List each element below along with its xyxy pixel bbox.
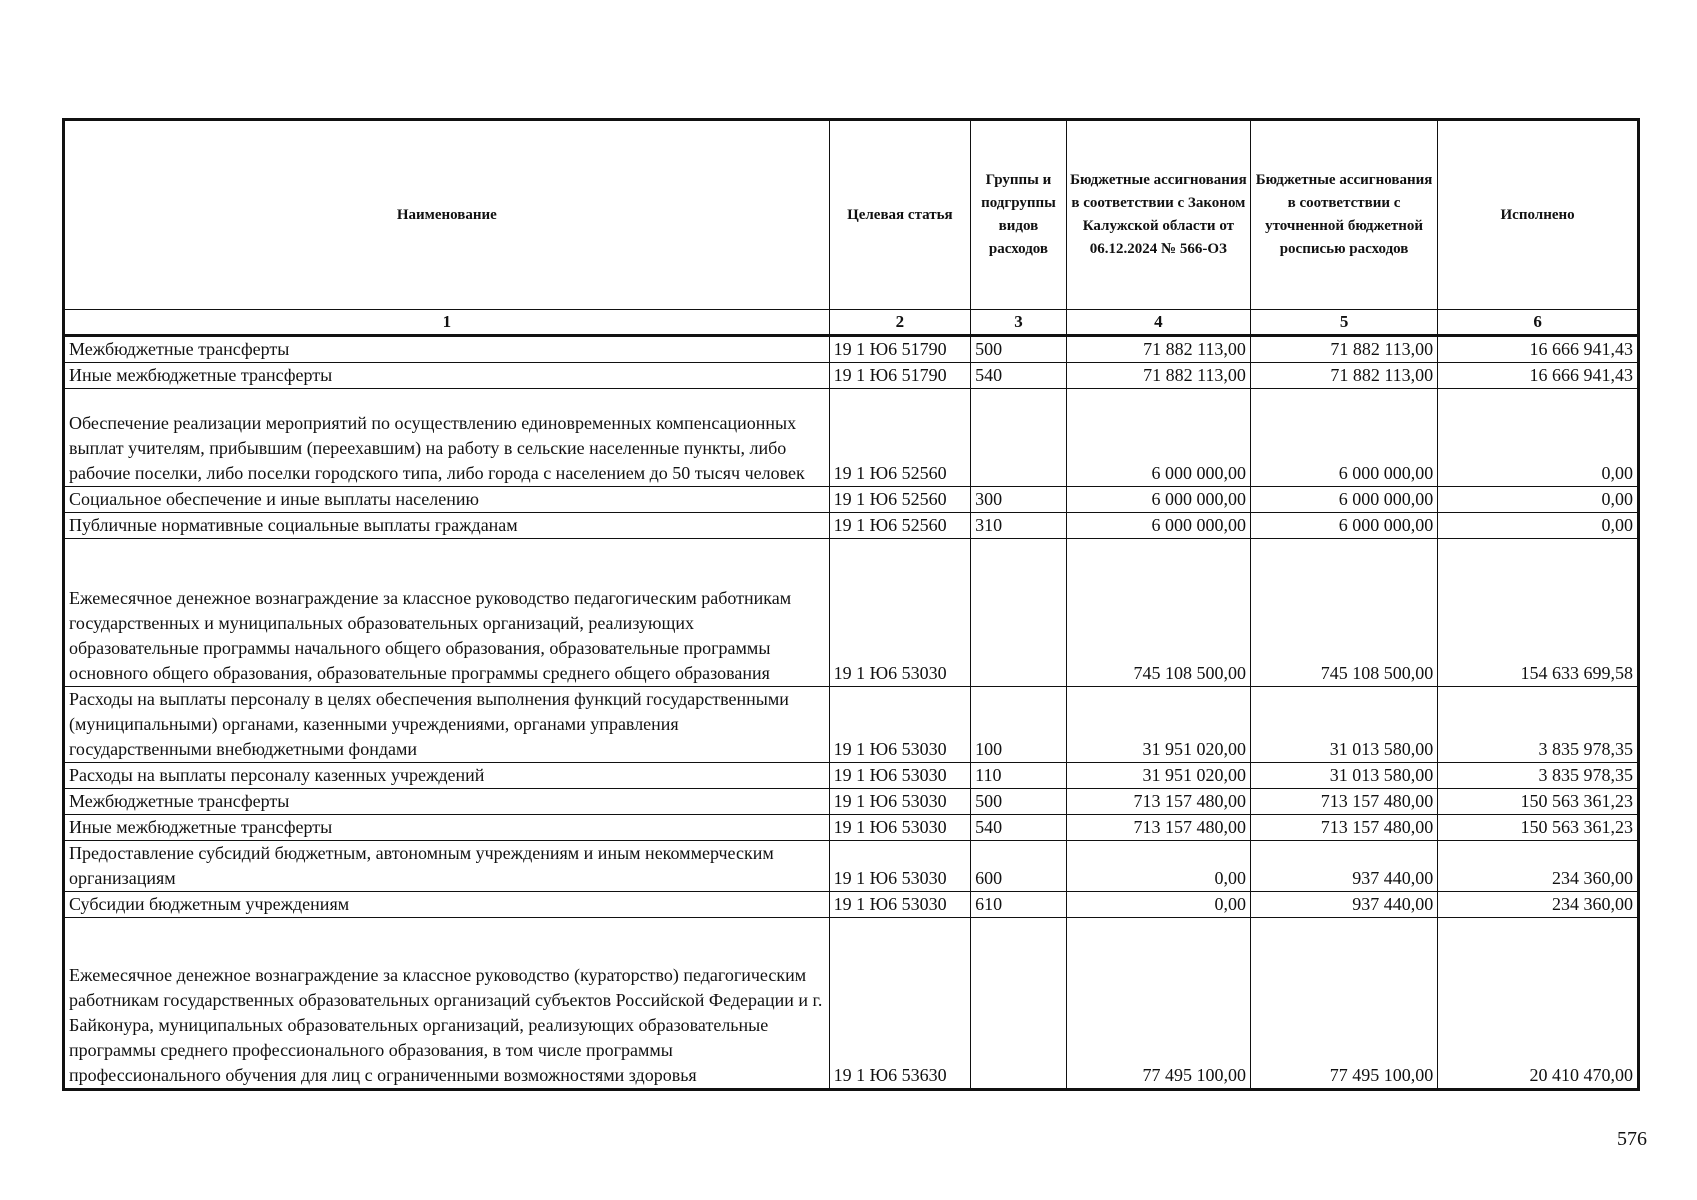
row-name-cell: Ежемесячное денежное вознаграждение за классное руководство педагогическим работникам государственных и муниципальных образовательных организаций, реализующих образовательные программы начального общего образования, образовательные программы основного общего образования, образовательные программы среднего общего образования — [64, 539, 830, 687]
row-law-cell: 0,00 — [1066, 841, 1250, 892]
row-law-cell: 77 495 100,00 — [1066, 918, 1250, 1090]
row-refined-cell: 6 000 000,00 — [1250, 389, 1437, 487]
page-number: 576 — [1617, 1128, 1647, 1150]
table-row — [64, 539, 1639, 687]
row-refined-cell: 937 440,00 — [1250, 841, 1437, 892]
row-code-cell: 19 1 Ю6 53030 — [829, 815, 970, 841]
header-name: Наименование — [64, 120, 830, 310]
table-row — [64, 763, 1639, 789]
row-refined-cell: 937 440,00 — [1250, 892, 1437, 918]
row-executed-cell: 234 360,00 — [1438, 892, 1639, 918]
budget-table — [62, 118, 1640, 1091]
row-code-cell: 19 1 Ю6 53030 — [829, 763, 970, 789]
table-row — [64, 841, 1639, 892]
row-code-cell: 19 1 Ю6 53030 — [829, 841, 970, 892]
row-executed-cell: 0,00 — [1438, 513, 1639, 539]
row-code-cell: 19 1 Ю6 53030 — [829, 892, 970, 918]
column-number-row — [64, 310, 1639, 336]
header-row — [64, 120, 1639, 310]
row-name-cell: Предоставление субсидий бюджетным, автономным учреждениям и иным некоммерческим организациям — [64, 841, 830, 892]
row-executed-cell: 20 410 470,00 — [1438, 918, 1639, 1090]
column-number: 1 — [64, 310, 830, 336]
row-code-cell: 19 1 Ю6 52560 — [829, 389, 970, 487]
table-row — [64, 389, 1639, 487]
row-name-cell: Иные межбюджетные трансферты — [64, 363, 830, 389]
column-number: 4 — [1066, 310, 1250, 336]
row-code-cell: 19 1 Ю6 51790 — [829, 363, 970, 389]
table-row — [64, 918, 1639, 1090]
row-refined-cell: 713 157 480,00 — [1250, 815, 1437, 841]
row-executed-cell: 150 563 361,23 — [1438, 789, 1639, 815]
row-code-cell: 19 1 Ю6 53630 — [829, 918, 970, 1090]
row-code-cell: 19 1 Ю6 53030 — [829, 789, 970, 815]
row-group-cell: 100 — [971, 687, 1067, 763]
row-law-cell: 6 000 000,00 — [1066, 513, 1250, 539]
table-row — [64, 487, 1639, 513]
row-executed-cell: 154 633 699,58 — [1438, 539, 1639, 687]
row-executed-cell: 3 835 978,35 — [1438, 763, 1639, 789]
row-group-cell — [971, 539, 1067, 687]
row-code-cell: 19 1 Ю6 53030 — [829, 539, 970, 687]
row-name-cell: Расходы на выплаты персоналу казенных учреждений — [64, 763, 830, 789]
row-executed-cell: 0,00 — [1438, 389, 1639, 487]
row-code-cell: 19 1 Ю6 52560 — [829, 513, 970, 539]
row-group-cell — [971, 389, 1067, 487]
row-law-cell: 31 951 020,00 — [1066, 763, 1250, 789]
row-name-cell: Межбюджетные трансферты — [64, 789, 830, 815]
row-refined-cell: 71 882 113,00 — [1250, 336, 1437, 363]
row-group-cell: 500 — [971, 789, 1067, 815]
row-law-cell: 71 882 113,00 — [1066, 336, 1250, 363]
table-row — [64, 687, 1639, 763]
row-law-cell: 71 882 113,00 — [1066, 363, 1250, 389]
row-law-cell: 745 108 500,00 — [1066, 539, 1250, 687]
row-executed-cell: 0,00 — [1438, 487, 1639, 513]
table-row — [64, 892, 1639, 918]
row-law-cell: 713 157 480,00 — [1066, 815, 1250, 841]
header-law: Бюджетные ассигнования в соответствии с Законом Калужской области от 06.12.2024 № 566-ОЗ — [1066, 120, 1250, 310]
row-executed-cell: 150 563 361,23 — [1438, 815, 1639, 841]
row-executed-cell: 16 666 941,43 — [1438, 363, 1639, 389]
row-group-cell — [971, 918, 1067, 1090]
row-group-cell: 610 — [971, 892, 1067, 918]
row-law-cell: 713 157 480,00 — [1066, 789, 1250, 815]
row-name-cell: Социальное обеспечение и иные выплаты населению — [64, 487, 830, 513]
row-name-cell: Межбюджетные трансферты — [64, 336, 830, 363]
column-number: 2 — [829, 310, 970, 336]
column-number: 3 — [971, 310, 1067, 336]
table-row — [64, 363, 1639, 389]
row-name-cell: Обеспечение реализации мероприятий по осуществлению единовременных компенсационных выплат учителям, прибывшим (переехавшим) на работу в сельские населенные пункты, либо рабочие поселки, либо поселки городского типа, либо города с населением до 50 тысяч человек — [64, 389, 830, 487]
header-executed: Исполнено — [1438, 120, 1639, 310]
row-group-cell: 500 — [971, 336, 1067, 363]
column-number: 6 — [1438, 310, 1639, 336]
row-group-cell: 310 — [971, 513, 1067, 539]
header-groups: Группы и подгруппы видов расходов — [971, 120, 1067, 310]
row-group-cell: 540 — [971, 815, 1067, 841]
table-row — [64, 513, 1639, 539]
row-refined-cell: 6 000 000,00 — [1250, 487, 1437, 513]
table-row — [64, 815, 1639, 841]
row-group-cell: 300 — [971, 487, 1067, 513]
row-name-cell: Иные межбюджетные трансферты — [64, 815, 830, 841]
row-code-cell: 19 1 Ю6 53030 — [829, 687, 970, 763]
row-name-cell: Публичные нормативные социальные выплаты гражданам — [64, 513, 830, 539]
column-number: 5 — [1250, 310, 1437, 336]
header-target: Целевая статья — [829, 120, 970, 310]
row-refined-cell: 713 157 480,00 — [1250, 789, 1437, 815]
row-refined-cell: 31 013 580,00 — [1250, 763, 1437, 789]
row-name-cell: Расходы на выплаты персоналу в целях обеспечения выполнения функций государственными (муниципальными) органами, казенными учреждениями, органами управления государственными внебюджетными фондами — [64, 687, 830, 763]
row-refined-cell: 31 013 580,00 — [1250, 687, 1437, 763]
row-group-cell: 600 — [971, 841, 1067, 892]
row-law-cell: 31 951 020,00 — [1066, 687, 1250, 763]
header-refined: Бюджетные ассигнования в соответствии с уточненной бюджетной росписью расходов — [1250, 120, 1437, 310]
row-law-cell: 0,00 — [1066, 892, 1250, 918]
row-refined-cell: 77 495 100,00 — [1250, 918, 1437, 1090]
table-header — [64, 120, 1639, 336]
table-body — [64, 336, 1639, 1090]
row-law-cell: 6 000 000,00 — [1066, 389, 1250, 487]
row-refined-cell: 71 882 113,00 — [1250, 363, 1437, 389]
row-executed-cell: 16 666 941,43 — [1438, 336, 1639, 363]
row-group-cell: 540 — [971, 363, 1067, 389]
row-executed-cell: 234 360,00 — [1438, 841, 1639, 892]
row-group-cell: 110 — [971, 763, 1067, 789]
row-name-cell: Ежемесячное денежное вознаграждение за классное руководство (кураторство) педагогическим работникам государственных образовательных организаций субъектов Российской Федерации и г. Байконура, муниципальных образовательных организаций, реализующих образовательные программы среднего профессионального образования, в том числе программы профессионального обучения для лиц с ограниченными возможностями здоровья — [64, 918, 830, 1090]
table-row — [64, 789, 1639, 815]
row-name-cell: Субсидии бюджетным учреждениям — [64, 892, 830, 918]
row-executed-cell: 3 835 978,35 — [1438, 687, 1639, 763]
row-refined-cell: 745 108 500,00 — [1250, 539, 1437, 687]
row-code-cell: 19 1 Ю6 52560 — [829, 487, 970, 513]
table-row — [64, 336, 1639, 363]
row-law-cell: 6 000 000,00 — [1066, 487, 1250, 513]
row-refined-cell: 6 000 000,00 — [1250, 513, 1437, 539]
row-code-cell: 19 1 Ю6 51790 — [829, 336, 970, 363]
